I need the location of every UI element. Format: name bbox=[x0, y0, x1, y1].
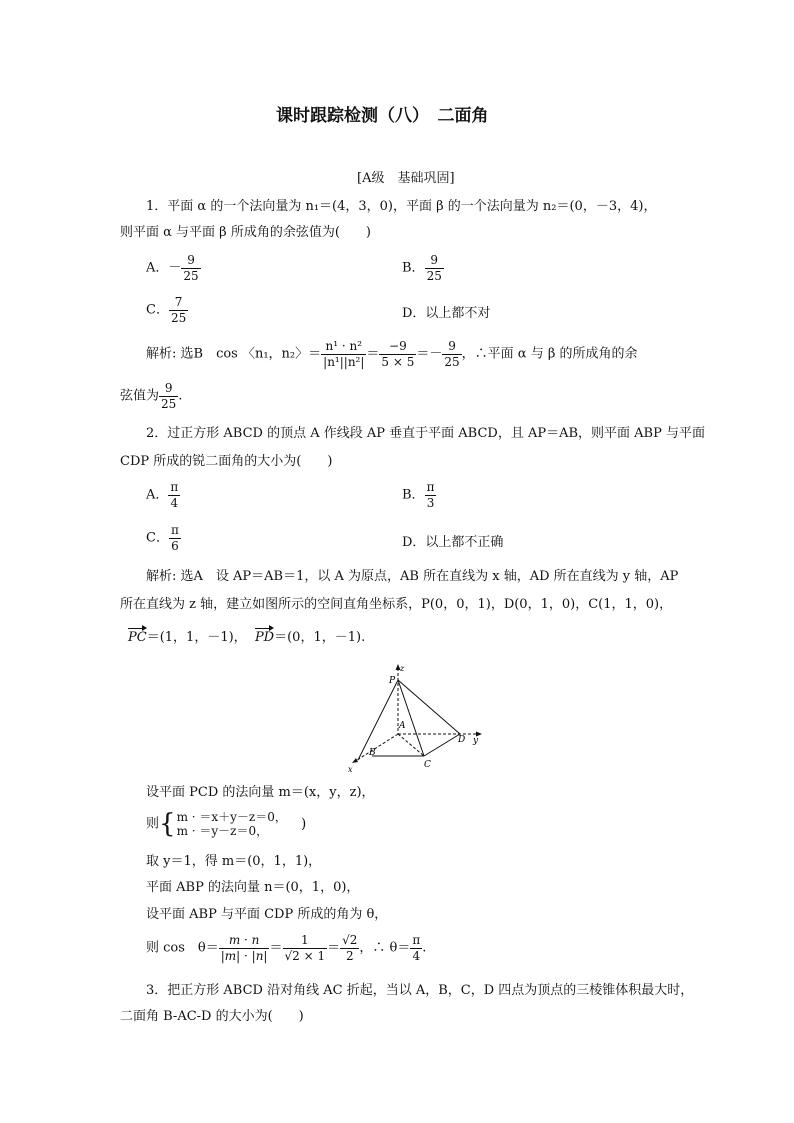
equals-sign: ＝ bbox=[269, 940, 283, 956]
x-axis-arrow bbox=[352, 758, 358, 763]
fraction-denominator: 6 bbox=[171, 538, 179, 553]
fraction-numerator: m · n bbox=[219, 934, 270, 949]
label-y: y bbox=[473, 736, 479, 746]
q2-solution-line2: 所在直线为 z 轴，建立如图所示的空间直角坐标系，P(0，0，1)，D(0，1，0)，C(1，1，0)， bbox=[120, 597, 673, 612]
q2-option-c-label: C． bbox=[146, 530, 169, 546]
q2-solution-vectors bbox=[128, 631, 365, 644]
q2-stem-line1: 2．过正方形 ABCD 的顶点 A 作线段 AP 垂直于平面 ABCD，且 AP＝AB，则平面 ABP 与平面 bbox=[146, 426, 705, 441]
q2-step-2-prefix: 则 bbox=[146, 816, 160, 832]
vector-pd-value: ＝(0，1，－1). bbox=[274, 630, 366, 645]
q2-option-b-label: B． bbox=[402, 487, 425, 503]
q2-step-6-fraction-4 bbox=[410, 934, 422, 962]
fraction-denominator: 25 bbox=[170, 310, 187, 325]
fraction-numerator: 7 bbox=[169, 296, 188, 311]
fraction-denominator: 25 bbox=[161, 396, 177, 411]
q1-solution-fraction-1 bbox=[321, 340, 366, 368]
q1-solution-line2 bbox=[120, 382, 182, 410]
fraction-numerator: π bbox=[170, 523, 179, 537]
label-c: C bbox=[424, 760, 431, 770]
fraction-numerator: √2 bbox=[342, 933, 358, 947]
q1-option-a-fraction bbox=[181, 254, 200, 282]
page-title: 课时跟踪检测（八） 二面角 bbox=[276, 106, 489, 126]
q1-solution-fraction-2 bbox=[379, 340, 416, 368]
q2-option-c bbox=[146, 524, 181, 552]
q2-step-6-mid: ，∴ θ＝ bbox=[359, 940, 411, 956]
q1-solution-tail: ，∴平面 α 与 β 的所成角的余 bbox=[461, 346, 638, 362]
vector-pc: PC bbox=[128, 630, 147, 645]
q2-option-b bbox=[402, 481, 436, 509]
q2-step-6-fraction-3 bbox=[340, 934, 359, 962]
label-b: B bbox=[369, 748, 376, 758]
q2-option-d: D．以上都不正确 bbox=[402, 535, 504, 550]
label-z: z bbox=[400, 664, 405, 673]
q1-option-c-label: C． bbox=[146, 302, 169, 318]
q2-stem-line2: CDP 所成的锐二面角的大小为( ) bbox=[120, 454, 333, 469]
q2-step-6-fraction-1 bbox=[219, 934, 270, 962]
vector-pd: PD bbox=[254, 630, 275, 645]
q2-step-6-fraction-2 bbox=[283, 934, 328, 962]
fraction-numerator: n¹ · n² bbox=[321, 340, 366, 355]
q2-step-5: 设平面 ABP 与平面 CDP 所成的角为 θ， bbox=[146, 907, 388, 922]
q1-option-b-fraction bbox=[425, 254, 444, 282]
fraction-numerator: 9 bbox=[159, 382, 178, 397]
q2-solution-line1: 解析: 选A 设 AP＝AB＝1，以 A 为原点，AB 所在直线为 x 轴，AD 所在直线为 y 轴，AP bbox=[146, 569, 679, 584]
fraction-numerator: π bbox=[170, 480, 179, 494]
fraction-denominator: 2 bbox=[345, 948, 354, 963]
fraction-numerator: 9 bbox=[442, 340, 461, 355]
q2-step-1: 设平面 PCD 的法向量 m＝(x，y，z)， bbox=[146, 785, 375, 800]
q1-option-b bbox=[402, 254, 444, 282]
q1-option-c-fraction bbox=[169, 296, 188, 324]
q1-option-c bbox=[146, 296, 188, 324]
fraction-denominator: |m| · |n| bbox=[220, 948, 268, 963]
x-axis bbox=[354, 734, 398, 762]
q1-option-d: D．以上都不对 bbox=[402, 306, 491, 321]
fraction-numerator: π bbox=[426, 480, 435, 494]
vector-pc-value: ＝(1，1，－1)， bbox=[146, 630, 247, 645]
fraction-numerator: 9 bbox=[425, 254, 444, 269]
fraction-denominator: 4 bbox=[170, 495, 179, 510]
fraction-numerator: 9 bbox=[181, 254, 200, 269]
fraction-numerator: π bbox=[412, 933, 421, 947]
fraction-numerator: −9 bbox=[379, 340, 416, 355]
period: . bbox=[178, 388, 183, 404]
edge-cd bbox=[424, 734, 460, 756]
fraction-denominator: 5 × 5 bbox=[381, 354, 415, 369]
left-brace: { bbox=[159, 809, 176, 839]
q3-stem-line1: 3．把正方形 ABCD 沿对角线 AC 折起，当以 A，B，C，D 四点为顶点的三棱锥体积最大时， bbox=[146, 983, 694, 998]
period: . bbox=[422, 940, 427, 956]
q2-option-c-fraction bbox=[169, 524, 181, 552]
q1-solution-fraction-4 bbox=[159, 382, 178, 410]
equals-sign: ＝ bbox=[366, 346, 380, 362]
q2-option-a-label: A． bbox=[146, 487, 169, 503]
right-bracket: ) bbox=[300, 816, 307, 832]
fraction-denominator: 3 bbox=[426, 495, 435, 510]
fraction-denominator: 25 bbox=[183, 268, 199, 283]
equals-sign: ＝ bbox=[327, 940, 341, 956]
q1-solution-head: 解析: 选B cos 〈n₁，n₂〉＝ bbox=[146, 346, 322, 362]
q3-stem-line2: 二面角 B-AC-D 的大小为( ) bbox=[120, 1009, 304, 1024]
label-p: P bbox=[389, 676, 396, 686]
equation-system bbox=[177, 810, 287, 838]
q1-solution-fraction-3 bbox=[442, 340, 461, 368]
fraction-denominator: 25 bbox=[444, 354, 460, 369]
q1-solution-line1 bbox=[146, 340, 638, 368]
fraction-denominator: |n¹||n²| bbox=[323, 354, 365, 369]
fraction-denominator: 25 bbox=[426, 268, 442, 283]
pyramid-coordinate-figure bbox=[340, 662, 490, 774]
q2-step-2 bbox=[146, 810, 306, 838]
equals-sign: ＝－ bbox=[416, 346, 443, 362]
label-a: A bbox=[399, 721, 406, 731]
q1-stem-line2: 则平面 α 与平面 β 所成角的余弦值为( ) bbox=[120, 225, 371, 240]
q1-stem-line1: 1．平面 α 的一个法向量为 n₁＝(4，3，0)，平面 β 的一个法向量为 n₂＝(0，－3，4)， bbox=[146, 199, 657, 214]
q1-option-a-label: A．－ bbox=[146, 260, 182, 276]
q2-step-4: 平面 ABP 的法向量 n＝(0，1，0)， bbox=[146, 880, 360, 895]
edge-pb bbox=[358, 680, 398, 760]
q1-solution-line2-text: 弦值为 bbox=[120, 388, 160, 404]
q1-option-b-label: B． bbox=[402, 260, 425, 276]
equation-1: m · ＝x＋y－z＝0， bbox=[176, 810, 287, 824]
q2-step-3: 取 y＝1，得 m＝(0，1，1)， bbox=[146, 854, 322, 869]
q2-option-b-fraction bbox=[425, 481, 437, 509]
fraction-denominator: √2 × 1 bbox=[284, 948, 326, 963]
fraction-denominator: 4 bbox=[412, 948, 421, 963]
section-label: [A级 基础巩固] bbox=[357, 171, 455, 186]
q2-step-6 bbox=[146, 934, 426, 962]
label-x: x bbox=[348, 765, 353, 774]
label-d: D bbox=[458, 735, 466, 745]
fraction-numerator: 1 bbox=[283, 934, 328, 949]
q2-option-a bbox=[146, 481, 180, 509]
equation-2: m · ＝y－z＝0， bbox=[176, 824, 269, 838]
q1-option-a bbox=[146, 254, 201, 282]
q2-step-6-head: 则 cos θ＝ bbox=[146, 940, 219, 956]
q2-option-a-fraction bbox=[168, 481, 180, 509]
